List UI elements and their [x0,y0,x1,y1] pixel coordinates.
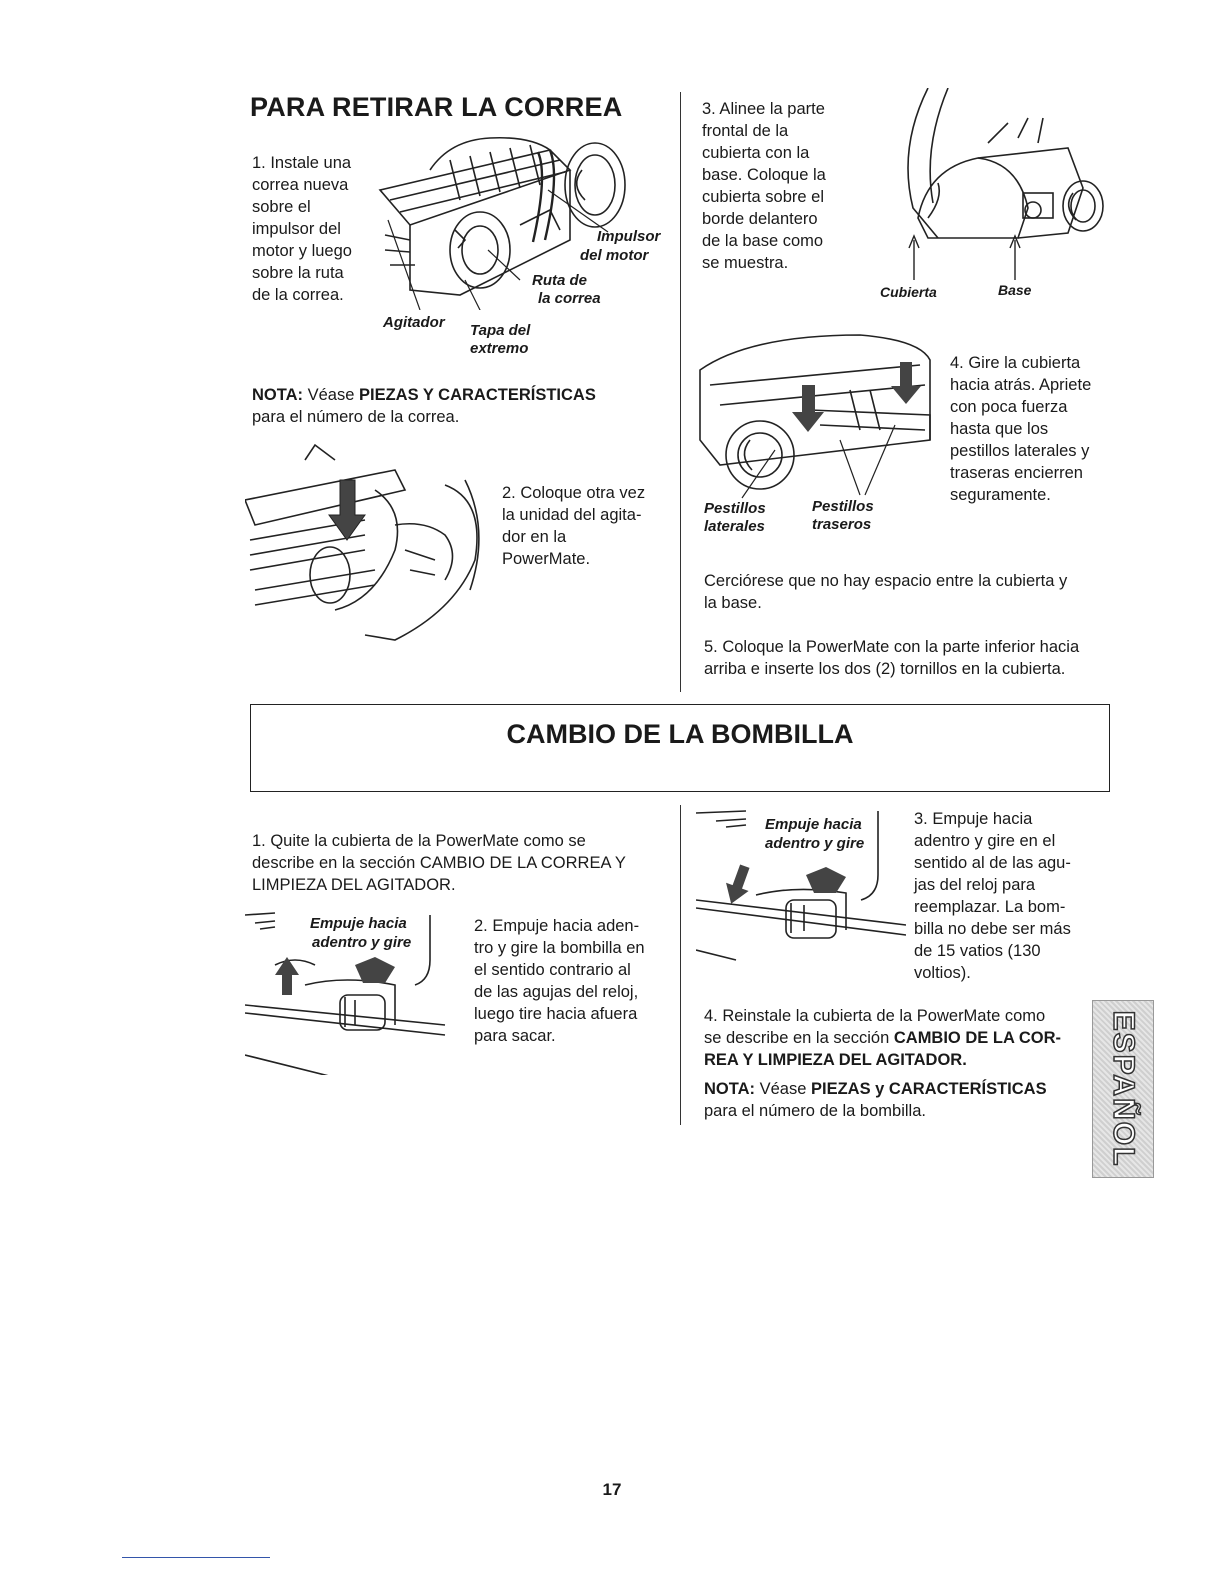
label-del-motor: del motor [580,247,649,264]
bulb-step3-line: billa no debe ser más [914,920,1071,938]
step3-line: base. Coloque la [702,166,826,184]
bulb-step2-text [474,915,674,1047]
bulb-step2-line: para sacar. [474,1027,556,1045]
nota-label: NOTA: [704,1080,756,1098]
bulb-step1-text [252,830,672,896]
label-line: Pestillos [812,498,874,515]
nota-bold: PIEZAS y CARACTERÍSTICAS [810,1080,1047,1098]
step3-line: cubierta con la [702,144,810,162]
bulb-step2-line: de las agujas del reloj, [474,983,639,1001]
label-pestillos-traseros [812,498,874,534]
bulb-step3-line: sentido al de las agu- [914,854,1071,872]
column-divider-bulb [680,805,681,1125]
step3-line: borde delantero [702,210,818,228]
nota-bulb [704,1078,1089,1122]
nota-text: Véase [303,386,359,404]
section-title-belt: PARA RETIRAR LA CORREA [250,92,623,122]
bulb-step4-bold: REA Y LIMPIEZA DEL AGITADOR. [704,1051,967,1069]
bulb-step3-text [914,808,1094,984]
latches-illustration [690,330,945,500]
step2-text [502,482,672,570]
step2-line: 2. Coloque otra vez [502,484,646,502]
agitator-belt-illustration [370,130,630,310]
step3-line: cubierta sobre el [702,188,824,206]
step3-text [702,98,872,274]
step1-line: correa nueva [252,176,349,194]
step3-line: 3. Alinee la parte [702,100,825,118]
step5-line: arriba e inserte los dos (2) tornillos en la cubierta. [704,660,1066,678]
label-ruta: Ruta de [532,272,588,289]
step3-line: frontal de la [702,122,789,140]
bulb-step3-line: reemplazar. La bom- [914,898,1066,916]
step1-line: impulsor del [252,220,341,238]
label-pestillos-laterales [704,500,766,536]
bulb-step3-line: voltios). [914,964,971,982]
step4-line: 4. Gire la cubierta [950,354,1081,372]
nota-label: NOTA: [252,386,304,404]
label-line: traseros [812,516,872,533]
label-empuje-b2: adentro y gire [765,835,865,852]
label-line: Pestillos [704,500,766,517]
section-title-box-bulb [250,704,1110,792]
bulb-step2-line: luego tire hacia afuera [474,1005,638,1023]
label-impulsor [597,228,660,246]
label-base: Base [998,282,1032,298]
bulb-step4-line: 4. Reinstale la cubierta de la PowerMate como [704,1007,1046,1025]
label-extremo: extremo [470,340,529,357]
step4-line: pestillos laterales y [950,442,1090,460]
step2-line: la unidad del agita- [502,506,642,524]
step2-line: PowerMate. [502,550,591,568]
nota-text: Véase [755,1080,811,1098]
bulb-step3-line: 3. Empuje hacia [914,810,1033,828]
bulb-step1-line: LIMPIEZA DEL AGITADOR. [252,876,456,894]
cover-base-illustration [868,88,1108,283]
bulb-step4-line: se describe en la sección [704,1029,894,1047]
nota-belt [252,384,672,428]
step1-text [252,152,372,306]
step4-line: seguramente. [950,486,1051,504]
step1-line: de la correa. [252,286,344,304]
label-cubierta: Cubierta [880,284,937,300]
label-line: Impulsor [597,228,661,245]
step5-text [704,636,1114,680]
step4-line: hacia atrás. Apriete [950,376,1092,394]
step4-text [950,352,1110,506]
bulb-step3-line: adentro y gire en el [914,832,1056,850]
cerciorese-line: Cerciórese que no hay espacio entre la cubierta y [704,572,1068,590]
nota-bold: PIEZAS Y CARACTERÍSTICAS [358,386,596,404]
step3-line: de la base como [702,232,824,250]
step1-line: sobre el [252,198,311,216]
step5-line: 5. Coloque la PowerMate con la parte inferior hacia [704,638,1080,656]
label-line: laterales [704,518,765,535]
step1-line: 1. Instale una [252,154,352,172]
step4-line: traseras encierren [950,464,1083,482]
bulb-step2-line: 2. Empuje hacia aden- [474,917,640,935]
step1-line: motor y luego [252,242,352,260]
page-number: 17 [602,1480,622,1499]
bulb-step1-line: describe en la sección CAMBIO DE LA CORREA Y [252,854,626,872]
bulb-step2-line: el sentido contrario al [474,961,631,979]
step4-line: con poca fuerza [950,398,1068,416]
language-side-tab [1092,1000,1154,1178]
bulb-step4-text [704,1005,1089,1071]
column-divider [680,92,681,692]
footer-rule [122,1557,270,1558]
cerciorese-text [704,570,1114,614]
step1-line: sobre la ruta [252,264,344,282]
bulb-step4-bold: CAMBIO DE LA COR- [893,1029,1061,1047]
label-agitador: Agitador [383,314,445,331]
agitator-install-illustration [245,440,495,645]
bulb-step3-line: jas del reloj para [914,876,1036,894]
label-empuje-b1: Empuje hacia [765,816,862,833]
section-title-bulb: CAMBIO DE LA BOMBILLA [506,719,854,749]
step4-line: hasta que los [950,420,1049,438]
bulb-step3-line: de 15 vatios (130 [914,942,1041,960]
bulb-step2-line: tro y gire la bombilla en [474,939,645,957]
nota-line2: para el número de la correa. [252,408,460,426]
nota-line2: para el número de la bombilla. [704,1102,926,1120]
cerciorese-line: la base. [704,594,762,612]
bulb-step1-line: 1. Quite la cubierta de la PowerMate como se [252,832,586,850]
label-empuje-1: Empuje hacia [310,915,407,932]
step2-line: dor en la [502,528,567,546]
label-empuje-2: adentro y gire [312,934,412,951]
label-la-correa: la correa [538,290,601,307]
step3-line: se muestra. [702,254,789,272]
language-side-tab-label: ESPAÑOL [1107,1010,1140,1168]
label-tapa: Tapa del [470,322,531,339]
